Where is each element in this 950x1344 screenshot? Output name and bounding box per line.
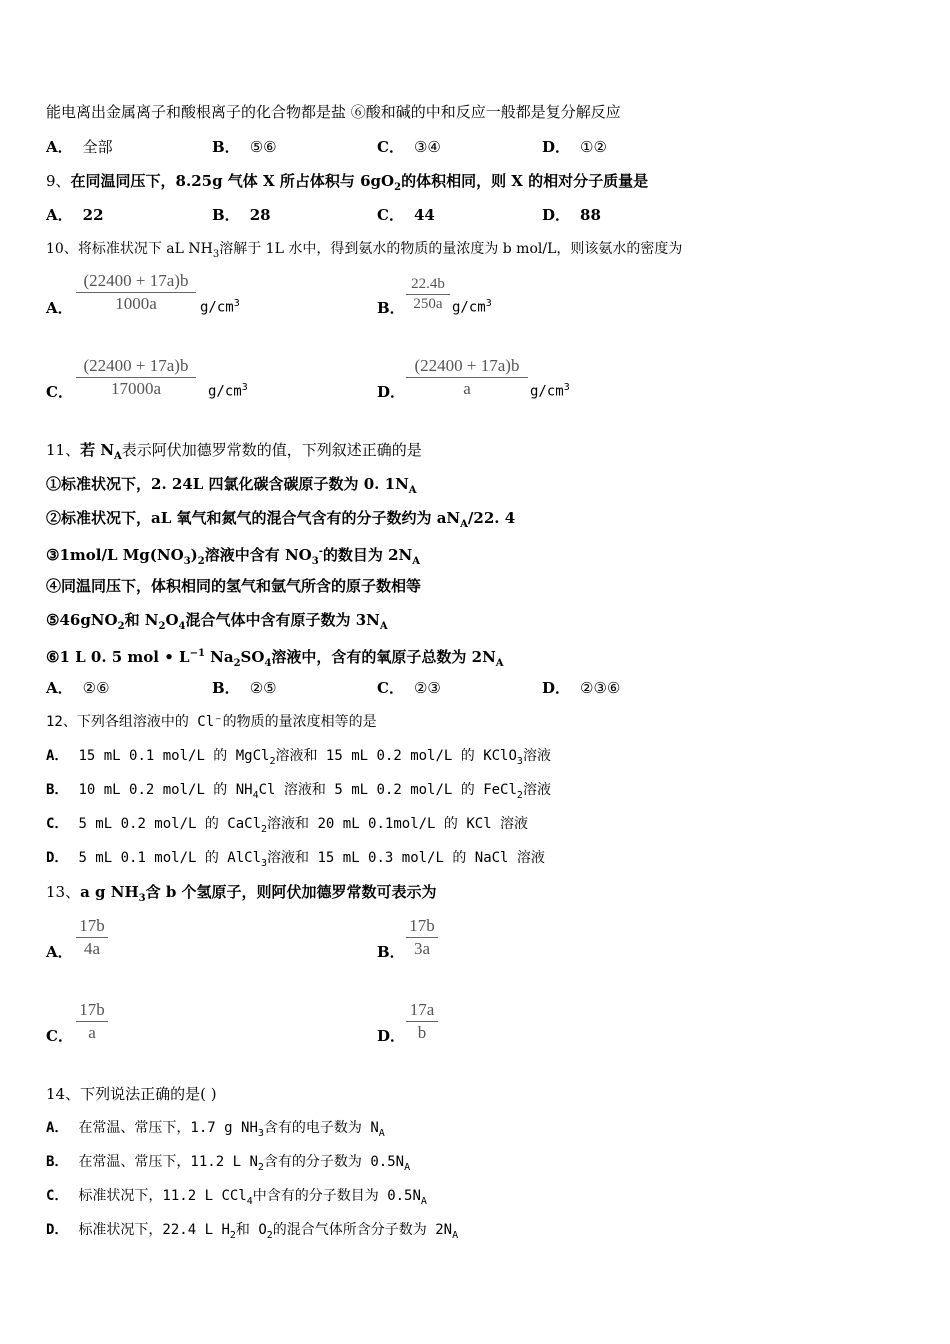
q9-stem: 9、在同温同压下，8.25g 气体 X 所占体积与 $6gO_2$的体积相同，则 X 的相对分子质量是 <box>46 172 649 193</box>
q12-option-c: C． 5 mL 0.2 mol/L 的 CaCl$_2$溶液和 20 mL 0.1mol/L 的 KCl 溶液 <box>46 816 529 835</box>
q11-option-c: C． ②③ <box>377 679 441 697</box>
q8-statement-tail: 能电离出金属离子和酸根离子的化合物都是盐 ⑥酸和碱的中和反应一般都是复分解反应 <box>46 103 621 121</box>
q9-option-c: C． 44 <box>377 206 435 224</box>
q14-option-a: A． 在常温、常压下，1.7 g $NH_3$含有的电子数为 $N_A$ <box>46 1120 385 1139</box>
q10-option-c-label: C． <box>46 383 73 401</box>
q12-option-d: D． 5 mL 0.1 mol/L 的 AlCl$_3$溶液和 15 mL 0.3 mol/L 的 NaCl 溶液 <box>46 850 545 869</box>
q10-option-b-fraction: 22.4b 250a <box>406 275 450 314</box>
q11-item-3: ③1mol/L $Mg(NO_3)_2$溶液中含有 $NO_3^-$的数目为 $2N_A$ <box>46 546 421 567</box>
q9-option-a: A． 22 <box>46 206 104 224</box>
q13-option-c-fraction: 17b a <box>76 999 108 1044</box>
q13-option-c-label: C． <box>46 1027 73 1045</box>
q8-option-a: A． 全部 <box>46 138 113 156</box>
q13-option-a-fraction: 17b 4a <box>76 915 108 960</box>
q10-option-b-label: B． <box>377 299 405 317</box>
q11-stem: 11、若 $N_A$表示阿伏加德罗常数的值，下列叙述正确的是 <box>46 441 422 462</box>
q11-item-4: ④同温同压下，体积相同的氢气和氩气所含的原子数相等 <box>46 577 422 595</box>
q10-option-c-unit: $g/cm^3$ <box>208 382 248 400</box>
q14-stem: 14、下列说法正确的是( ) <box>46 1085 217 1103</box>
q8-option-d: D． ①② <box>542 138 607 156</box>
q10-option-d-label: D． <box>377 383 406 401</box>
q9-option-d: D． 88 <box>542 206 601 224</box>
q11-item-1: ①标准状况下，2. 24L 四氯化碳含碳原子数为 0. $1N_A$ <box>46 475 417 496</box>
q10-option-d-unit: $g/cm^3$ <box>530 382 570 400</box>
q13-option-b-fraction: 17b 3a <box>406 915 438 960</box>
q12-option-b: B． 10 mL 0.2 mol/L 的 $NH_4Cl$ 溶液和 5 mL 0.2 mol/L 的 FeCl$_2$溶液 <box>46 782 551 801</box>
q14-option-d: D． 标准状况下，22.4 L $H_2$和 $O_2$的混合气体所含分子数为 $2N_A$ <box>46 1222 459 1241</box>
q11-item-5: ⑤46gNO$_2$和 $N_2O_4$混合气体中含有原子数为 $3N_A$ <box>46 611 388 632</box>
q13-option-d-label: D． <box>377 1027 406 1045</box>
q9-option-b: B． 28 <box>212 206 271 224</box>
q12-option-a: A． 15 mL 0.1 mol/L 的 MgCl$_2$溶液和 15 mL 0.2 mol/L 的 KClO$_3$溶液 <box>46 748 551 767</box>
q13-option-a-label: A． <box>46 943 73 961</box>
q10-option-a-unit: $g/cm^3$ <box>200 298 240 316</box>
q13-option-d-fraction: 17a b <box>406 999 438 1044</box>
q13-option-b-label: B． <box>377 943 405 961</box>
q12-stem: 12、下列各组溶液中的 Cl⁻的物质的量浓度相等的是 <box>46 714 377 730</box>
q10-stem: 10、将标准状况下 aL $NH_3$溶解于 1L 水中，得到氨水的物质的量浓度为 b mol/L，则该氨水的密度为 <box>46 241 683 260</box>
q11-item-6: ⑥1 L 0. 5 mol • $L^{-1}$ $Na_2SO_4$溶液中，含有的氧原子总数为 $2N_A$ <box>46 648 504 669</box>
q14-option-b: B． 在常温、常压下，11.2 L $N_2$含有的分子数为 $0.5N_A$ <box>46 1154 411 1173</box>
q11-option-d: D． ②③⑥ <box>542 679 621 697</box>
q10-option-d-fraction: (22400 + 17a)b a <box>406 355 528 400</box>
q11-option-b: B． ②⑤ <box>212 679 277 697</box>
q11-item-2: ②标准状况下，aL 氧气和氮气的混合气含有的分子数约为 $aN_A/22$. 4 <box>46 509 516 530</box>
q8-option-b: B． ⑤⑥ <box>212 138 277 156</box>
q11-option-a: A． ②⑥ <box>46 679 110 697</box>
q10-option-a-fraction: (22400 + 17a)b 1000a <box>76 270 196 315</box>
q13-stem: 13、a g $NH_3$含 b 个氢原子，则阿伏加德罗常数可表示为 <box>46 883 437 904</box>
q10-option-a-label: A． <box>46 299 73 317</box>
q10-option-b-unit: $g/cm^3$ <box>452 298 492 316</box>
q10-option-c-fraction: (22400 + 17a)b 17000a <box>76 355 196 400</box>
q14-option-c: C． 标准状况下，11.2 L CCl$_4$中含有的分子数目为 $0.5N_A$ <box>46 1188 427 1207</box>
q8-option-c: C． ③④ <box>377 138 441 156</box>
